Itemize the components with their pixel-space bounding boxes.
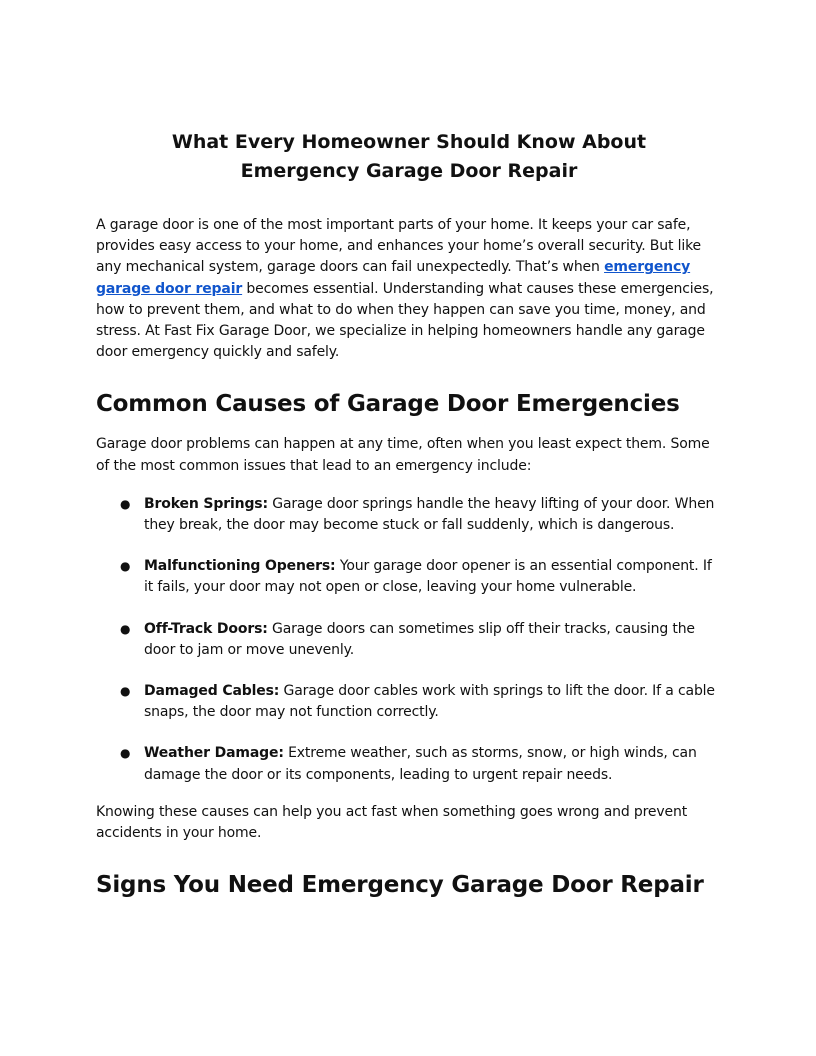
list-item-term: Malfunctioning Openers: xyxy=(144,558,336,575)
list-item xyxy=(96,556,722,598)
intro-text-after-link: becomes essential. Understanding what causes these emergencies, how to prevent them, and what to do when they happen can save you time, money, and stress. At Fast Fix Garage Door, we specialize in helping homeowners handle any garage door emergency quickly and safely. xyxy=(96,280,714,361)
list-item xyxy=(96,619,722,661)
bullet-icon: ● xyxy=(120,496,131,511)
bullet-icon: ● xyxy=(120,559,131,574)
section-heading-common-causes: Common Causes of Garage Door Emergencies xyxy=(96,391,680,418)
list-item-term: Weather Damage: xyxy=(144,745,284,762)
bullet-icon: ● xyxy=(120,746,131,761)
intro-paragraph xyxy=(96,215,722,363)
emergency-repair-link[interactable]: emergency garage door repair xyxy=(96,259,691,297)
list-item-text: Garage door springs handle the heavy lifting of your door. When they break, the door may become stuck or fall suddenly, which is dangerous. xyxy=(144,495,715,534)
list-item xyxy=(96,681,722,723)
list-item-term: Damaged Cables: xyxy=(144,683,280,700)
list-item-text: Your garage door opener is an essential component. If it fails, your door may not open or close, leaving your home vulnerable. xyxy=(144,558,712,596)
causes-closing-paragraph: Knowing these causes can help you act fast when something goes wrong and prevent accidents in your home. xyxy=(96,803,688,842)
causes-list xyxy=(96,494,722,786)
document-page xyxy=(96,128,722,915)
list-item-text: Garage door cables work with springs to lift the door. If a cable snaps, the door may not function correctly. xyxy=(144,683,715,721)
list-item xyxy=(96,494,722,536)
list-item-text: Extreme weather, such as storms, snow, or high winds, can damage the door or its components, leading to urgent repair needs. xyxy=(144,745,697,783)
document-title: What Every Homeowner Should Know About Emergency Garage Door Repair xyxy=(171,131,647,182)
list-item-text: Garage doors can sometimes slip off their tracks, causing the door to jam or move unevenly. xyxy=(144,620,695,658)
causes-lead-paragraph: Garage door problems can happen at any time, often when you least expect them. Some of the most common issues that lead to an emergency include: xyxy=(96,436,710,474)
bullet-icon: ● xyxy=(120,621,131,636)
list-item xyxy=(96,743,722,785)
list-item-term: Broken Springs: xyxy=(144,495,268,512)
intro-text-before-link: A garage door is one of the most important parts of your home. It keeps your car safe, provides easy access to your home, and enhances your home’s overall security. But like any mechanical system, garage doors can fail unexpectedly. That’s when xyxy=(96,217,702,276)
bullet-icon: ● xyxy=(120,684,131,699)
list-item-term: Off-Track Doors: xyxy=(144,620,268,637)
section-heading-signs: Signs You Need Emergency Garage Door Repair xyxy=(96,872,704,899)
